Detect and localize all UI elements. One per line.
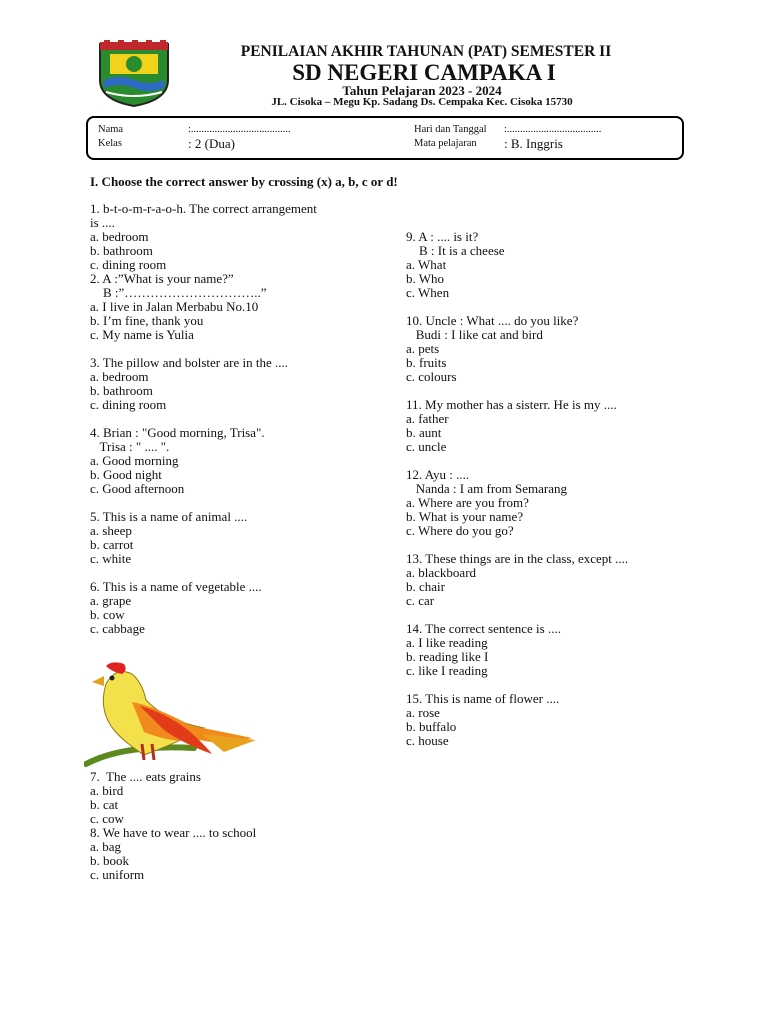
mapel-label: Mata pelajaran <box>414 138 477 149</box>
exam-title: PENILAIAN AKHIR TAHUNAN (PAT) SEMESTER II <box>240 43 612 60</box>
question-line: B :”…………………………..” <box>90 285 267 300</box>
question-line: b. aunt <box>406 425 442 440</box>
question-line: b. carrot <box>90 537 134 552</box>
spacer <box>90 496 317 510</box>
school-name: SD NEGERI CAMPAKA I <box>292 60 556 85</box>
question-line: a. grape <box>90 593 132 608</box>
question-line: 15. This is name of flower .... <box>406 691 560 706</box>
question-line: a. bag <box>90 839 122 854</box>
question-line: b. bathroom <box>90 383 153 398</box>
questions-left <box>90 202 317 636</box>
nama-field[interactable]: :...................................... <box>188 124 291 135</box>
spacer <box>90 566 317 580</box>
mapel-field: : B. Inggris <box>504 136 563 151</box>
spacer <box>406 384 628 398</box>
question-line: a. father <box>406 411 449 426</box>
instruction: I. Choose the correct answer by crossing (x) a, b, c or d! <box>90 174 398 189</box>
question-line: a. I live in Jalan Merbabu No.10 <box>90 299 259 314</box>
school-address: JL. Cisoka – Megu Kp. Sadang Ds. Cempaka Kec. Cisoka 15730 <box>271 96 573 108</box>
question-line: 12. Ayu : .... <box>406 467 470 482</box>
hari-field[interactable]: :.................................... <box>504 124 602 135</box>
school-year: Tahun Pelajaran 2023 - 2024 <box>342 83 502 98</box>
question-line: Budi : I like cat and bird <box>406 327 543 342</box>
question-line: 9. A : .... is it? <box>406 229 479 244</box>
nama-label: Nama <box>98 124 124 135</box>
kelas-field: : 2 (Dua) <box>188 136 235 151</box>
question-line: a. What <box>406 257 447 272</box>
spacer <box>406 538 628 552</box>
question-line: c. When <box>406 285 450 300</box>
question-line: c. Good afternoon <box>90 481 185 496</box>
spacer <box>406 608 628 622</box>
spacer <box>90 412 317 426</box>
spacer <box>406 678 628 692</box>
question-line: b. reading like I <box>406 649 489 664</box>
question-line: 13. These things are in the class, except .... <box>406 551 629 566</box>
question-line: a. rose <box>406 705 440 720</box>
questions-left-bottom <box>90 770 256 882</box>
student-info-box <box>86 116 684 160</box>
question-line: is .... <box>90 215 115 230</box>
question-line: c. car <box>406 593 435 608</box>
question-line: b. fruits <box>406 355 447 370</box>
question-line: a. sheep <box>90 523 132 538</box>
question-line: b. cow <box>90 607 125 622</box>
question-line: c. My name is Yulia <box>90 327 194 342</box>
question-line: a. Where are you from? <box>406 495 529 510</box>
question-line: B : It is a cheese <box>406 243 505 258</box>
question-line: a. blackboard <box>406 565 477 580</box>
question-line: 11. My mother has a sisterr. He is my .... <box>406 397 617 412</box>
question-line: 8. We have to wear .... to school <box>90 825 257 840</box>
spacer <box>406 300 628 314</box>
question-line: b. cat <box>90 797 119 812</box>
kelas-label: Kelas <box>98 138 122 149</box>
question-line: c. uncle <box>406 439 447 454</box>
question-line: 7. The .... eats grains <box>90 769 201 784</box>
question-line: c. dining room <box>90 397 167 412</box>
question-line: c. house <box>406 733 449 748</box>
question-line: 5. This is a name of animal .... <box>90 509 248 524</box>
question-line: a. Good morning <box>90 453 179 468</box>
question-line: 4. Brian : "Good morning, Trisa". <box>90 425 265 440</box>
question-line: c. like I reading <box>406 663 488 678</box>
questions-right <box>406 230 628 748</box>
question-line: Trisa : " .... ". <box>90 439 170 454</box>
question-line: c. cow <box>90 811 124 826</box>
question-line: b. buffalo <box>406 719 457 734</box>
bird-image <box>84 660 264 770</box>
question-line: c. white <box>90 551 132 566</box>
question-line: b. Who <box>406 271 445 286</box>
question-line: b. Good night <box>90 467 162 482</box>
question-line: 14. The correct sentence is .... <box>406 621 561 636</box>
question-line: a. bird <box>90 783 124 798</box>
question-line: Nanda : I am from Semarang <box>406 481 568 496</box>
question-line: b. What is your name? <box>406 509 524 524</box>
question-line: c. colours <box>406 369 457 384</box>
spacer <box>406 454 628 468</box>
spacer <box>90 342 317 356</box>
question-line: c. uniform <box>90 867 145 882</box>
question-line: c. dining room <box>90 257 167 272</box>
question-line: b. bathroom <box>90 243 153 258</box>
question-line: a. pets <box>406 341 440 356</box>
question-line: b. chair <box>406 579 445 594</box>
question-line: a. bedroom <box>90 229 149 244</box>
question-line: a. I like reading <box>406 635 488 650</box>
question-line: c. Where do you go? <box>406 523 514 538</box>
question-line: 6. This is a name of vegetable .... <box>90 579 262 594</box>
question-line: b. I’m fine, thank you <box>90 313 204 328</box>
question-line: 2. A :”What is your name?” <box>90 271 234 286</box>
question-line: 10. Uncle : What .... do you like? <box>406 313 579 328</box>
hari-label: Hari dan Tanggal <box>414 124 487 135</box>
question-line: 1. b-t-o-m-r-a-o-h. The correct arrangement <box>90 201 317 216</box>
question-line: b. book <box>90 853 129 868</box>
question-line: c. cabbage <box>90 621 145 636</box>
question-line: 3. The pillow and bolster are in the .... <box>90 355 288 370</box>
question-line: a. bedroom <box>90 369 149 384</box>
